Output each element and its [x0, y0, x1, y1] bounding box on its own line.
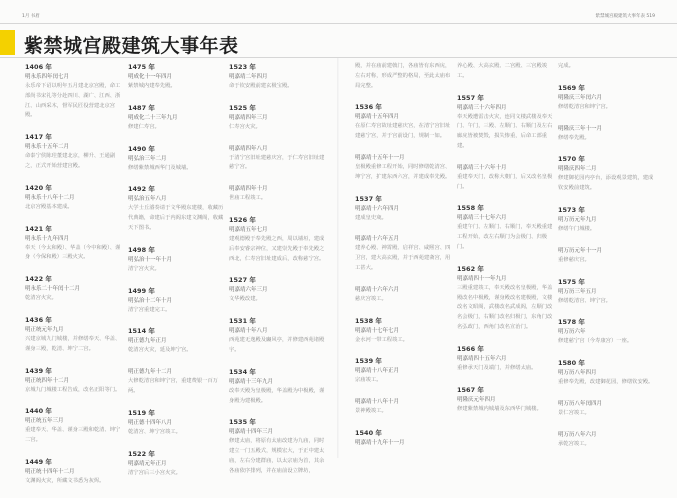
- entry-reign-date: 明万历六年: [558, 329, 586, 336]
- entry-reign-date: 明永乐四年闰七月: [25, 74, 70, 80]
- entry-year: 1535 年: [229, 418, 256, 427]
- timeline-entry: [355, 316, 453, 346]
- timeline-entry: [128, 367, 226, 397]
- entry-text: 在原仁寿宫故址建慈庆宫，在清宁宫旧址建慈宁宫，并于宫前设门，规制一如。: [355, 123, 451, 140]
- running-head-left: 1月 书眉: [22, 14, 40, 19]
- entry-text: 金水河一带工程竣工。: [355, 336, 408, 343]
- timeline-entry: [558, 399, 656, 419]
- entry-year: 1449 年: [25, 457, 52, 466]
- entry-year: 1436 年: [25, 315, 52, 324]
- timeline-entry: [355, 194, 453, 224]
- entry-text: 修建紫禁城内城墙及东西华门城楼。: [457, 405, 542, 412]
- entry-year: 1406 年: [25, 63, 52, 71]
- entry-reign-date: 明嘉靖二年四月: [229, 74, 268, 80]
- entry-year: 1569 年: [558, 83, 585, 92]
- entry-year: 1536 年: [355, 103, 382, 112]
- timeline-entry: [558, 83, 656, 113]
- timeline-entry: [229, 417, 327, 476]
- timeline-entry: [229, 62, 327, 92]
- entry-text: 修缮乾清宫和坤宁宫。: [558, 103, 611, 110]
- entry-reign-date: 明嘉靖十年八月: [229, 328, 268, 335]
- entry-reign-date: 明万历三年五月: [558, 288, 597, 295]
- entry-reign-date: 明弘治十一年十月: [128, 256, 173, 263]
- column-6: [558, 62, 656, 461]
- timeline-entry: [457, 385, 555, 415]
- entry-reign-date: 明嘉靖十八年正月: [355, 368, 400, 375]
- timeline-entry: [558, 358, 656, 388]
- entry-text: 大修乾清宫和坤宁宫，重建费银一百万两。: [128, 378, 219, 394]
- entry-year: 1540 年: [355, 428, 382, 437]
- entry-text: 慈庆宫竣工。: [355, 295, 387, 302]
- entry-text: 修缮奉先殿。: [558, 134, 590, 141]
- entry-text: 修建太庙，将原有太庙改建为九庙，同时建立一门五殿式，规模宏大，于正中建太庙，左右分建群庙，以太宗庙为首，其余各庙依序排列，并在庙前设立牌坊，: [229, 438, 325, 474]
- timeline-entry: [128, 245, 226, 275]
- entry-text: 世庙工程竣工。: [229, 195, 267, 202]
- timeline-entry: [128, 103, 226, 133]
- entry-reign-date: 明万历元年十一月: [558, 247, 603, 254]
- entry-text: 文渊阁火灾，所藏文书悉为灰烬。: [25, 477, 105, 484]
- timeline-entry: [457, 62, 555, 82]
- column-3: [229, 62, 327, 488]
- entry-text: 修缮乾清宫、坤宁宫。: [558, 297, 611, 304]
- entry-reign-date: 明弘治十二年十月: [128, 297, 173, 304]
- timeline-entry: [128, 144, 226, 174]
- entry-text: 于清宁宫旧址建慈庆宫，于仁寿宫旧址建慈宁宫。: [229, 154, 325, 171]
- entry-year: 1417 年: [25, 133, 52, 142]
- entry-year: 1566 年: [457, 344, 484, 353]
- entry-reign-date: 明正统元年九月: [25, 326, 64, 333]
- timeline-entry: [128, 286, 226, 316]
- timeline-entry: [558, 317, 656, 347]
- entry-year: 1440 年: [25, 407, 52, 416]
- entry-reign-date: 明正统四年十二月: [25, 377, 70, 384]
- entry-year: 1527 年: [229, 276, 256, 285]
- entry-reign-date: 明隆庆三年闰六月: [558, 94, 603, 101]
- entry-text: 建养心殿、神霄殿、启祥宫、咸熙宫、四卫宫，建大高玄殿，并于西苑建斋宫，用工甚大。: [355, 245, 451, 271]
- timeline-entry: [229, 184, 327, 204]
- entry-reign-date: 明嘉靖十四年三月: [229, 429, 274, 436]
- entry-text: 养心殿、大高玄殿、二宫殿、三宫殿竣工。: [457, 63, 548, 79]
- entry-reign-date: 明隆庆三年十一月: [558, 125, 603, 132]
- entry-year: 1573 年: [558, 205, 585, 214]
- entry-text: 京城九门城楼工程告成，改名正阳等门。: [25, 386, 121, 393]
- entry-reign-date: 明嘉靖四年八月: [229, 145, 268, 152]
- timeline-entry: [355, 285, 453, 305]
- entry-text: 大学士丘濬奏请于文华殿东建楼，收藏历代典籍，命建后于内阁东建文渊阁，收藏天下图书。: [128, 205, 224, 231]
- timeline-entry: [558, 430, 656, 450]
- entry-text: 北京宫殿基本建成。: [25, 203, 73, 210]
- column-5: [457, 62, 555, 425]
- timeline-entry: [457, 203, 555, 252]
- entry-year: 1575 年: [558, 277, 585, 286]
- entry-reign-date: 明正德十四年八月: [128, 419, 173, 426]
- entry-text: 紫禁城内建奉先殿。: [128, 83, 176, 89]
- entry-text: 修缮紫禁城西华门及城墙。: [128, 164, 192, 171]
- timeline-entry: [25, 224, 123, 264]
- timeline-entry: [558, 154, 656, 194]
- timeline-entry: [229, 215, 327, 264]
- timeline-entry: [457, 93, 555, 152]
- entry-reign-date: 明嘉靖十七年七月: [355, 327, 400, 334]
- entry-year: 1475 年: [128, 63, 155, 71]
- timeline-entry: [25, 183, 123, 213]
- entry-text: 宗庙竣工。: [355, 377, 382, 384]
- entry-text: 三殿重建竣工，奉天殿改名皇极殿，华盖殿改名中极殿，谨身殿改名建极殿，文楼改名文昭阁，武楼改名武成阁，左顺门改名会极门，右顺门改名归极门，东角门改名弘政门，西角门改名宣治门。: [457, 284, 553, 330]
- entry-reign-date: 明嘉靖十三年九月: [229, 378, 274, 385]
- entry-text: 奉天殿遭雷击火灾，连同文楼武楼及奉天门、午门，三殿、左顺门、右顺门及左右廊庑皆被焚毁，损失惨重，后命工部重建。: [457, 113, 553, 149]
- entry-year: 1557 年: [457, 93, 484, 102]
- entry-text: 建成皇史宬。: [355, 214, 387, 221]
- entry-text: 命于钦安殿前建玄极宝殿。: [229, 83, 293, 89]
- entry-year: 1526 年: [229, 215, 256, 224]
- entry-year: 1570 年: [558, 155, 585, 164]
- timeline-entry: [355, 397, 453, 417]
- entry-text: 兴建京城九门城楼，并修缮奉天、华盖、谨身三殿，乾清、坤宁二宫。: [25, 335, 121, 352]
- entry-reign-date: 明万历八年六月: [558, 431, 597, 438]
- entry-reign-date: 明嘉靖三十六年四月: [457, 104, 507, 111]
- entry-reign-date: 明嘉靖四十一年九月: [457, 275, 507, 282]
- entry-reign-date: 明隆庆四年二月: [558, 166, 597, 173]
- entry-text: 修建仁寿宫。: [128, 123, 160, 130]
- timeline-entry: [355, 153, 453, 183]
- entry-text: 修建御花园内亭台，添设观景建筑，建成钦安殿前建筑。: [558, 175, 654, 192]
- header-rule: [0, 23, 677, 24]
- entry-year: 1519 年: [128, 408, 155, 417]
- entry-text: 文华殿改建。: [229, 296, 261, 303]
- entry-text: 重建奉天、华盖、谨身三殿和乾清、坤宁二宫。: [25, 427, 121, 444]
- entry-text: 改奉天殿为皇极殿，华盖殿为中极殿，谨身殿为建极殿。: [229, 387, 325, 404]
- entry-reign-date: 明嘉靖三十七年六月: [457, 215, 507, 222]
- entry-reign-date: 明万历八年闰四月: [558, 400, 603, 407]
- timeline-entry: [558, 205, 656, 235]
- entry-reign-date: 明万历八年四月: [558, 370, 597, 377]
- entry-year: 1522 年: [128, 449, 155, 458]
- entry-year: 1499 年: [128, 286, 155, 295]
- entry-reign-date: 明成化十一年四月: [128, 74, 173, 80]
- entry-text: 命泰宁侯陈珪董建北京，柳升、王通副之，正式开始营建宫殿。: [25, 153, 116, 169]
- entry-year: 1498 年: [128, 245, 155, 254]
- entry-reign-date: 明永乐十八年十二月: [25, 194, 75, 201]
- entry-reign-date: 明永乐十五年二月: [25, 144, 70, 151]
- timeline-entry: [229, 367, 327, 407]
- entry-year: 1439 年: [25, 366, 52, 375]
- timeline-entry: [558, 124, 656, 144]
- timeline-entry: [229, 144, 327, 174]
- timeline-entry: [558, 277, 656, 307]
- entry-reign-date: 明弘治五年八月: [128, 196, 167, 203]
- timeline-entry: [25, 315, 123, 355]
- entry-text: 殿，并在庙前建戟门，各庙皆有东西庑，左右对称，形成严整的格局，至此太庙布局完整。: [355, 63, 451, 89]
- timeline-entry: [355, 102, 453, 142]
- entry-text: 景神殿竣工。: [355, 408, 387, 415]
- entry-year: 1525 年: [229, 103, 256, 112]
- timeline-entry: [457, 163, 555, 193]
- entry-reign-date: 明嘉靖十五年十一月: [355, 154, 405, 161]
- timeline-entry: [128, 184, 226, 233]
- timeline-entry: [25, 366, 123, 396]
- entry-year: 1580 年: [558, 359, 585, 368]
- entry-reign-date: 明嘉靖十六年五月: [355, 236, 400, 243]
- entry-text: 清宁宫重建完工。: [128, 306, 171, 313]
- entry-year: 1422 年: [25, 275, 52, 284]
- entry-reign-date: 明正统五年三月: [25, 418, 64, 425]
- entry-text: 清宁宫后三小宫火灾。: [128, 469, 181, 476]
- entry-text: 承乾宫竣工。: [558, 440, 590, 447]
- entry-text: 重修慈庆宫。: [558, 256, 590, 263]
- entry-reign-date: 明隆庆元年四月: [457, 396, 496, 403]
- entry-text: 仁寿宫火灾。: [229, 123, 261, 130]
- entry-text: 乾清宫火灾。: [25, 295, 57, 302]
- timeline-entry: [128, 62, 226, 92]
- entry-reign-date: 明正德九年十二月: [128, 369, 173, 376]
- entry-year: 1558 年: [457, 204, 484, 213]
- entry-year: 1420 年: [25, 183, 52, 192]
- column-4: [355, 62, 453, 459]
- entry-reign-date: 明嘉靖十六年四月: [355, 205, 400, 212]
- entry-reign-date: 明嘉靖四十五年六月: [457, 355, 507, 362]
- entry-reign-date: 明嘉靖三十六年十月: [457, 164, 507, 171]
- entry-text: 清宁宫火灾。: [128, 265, 160, 272]
- entry-year: 1567 年: [457, 385, 484, 394]
- timeline-entry: [457, 264, 555, 333]
- timeline-entry: [229, 275, 327, 305]
- entry-reign-date: 明嘉靖六年三月: [229, 287, 268, 294]
- entry-year: 1562 年: [457, 264, 484, 273]
- timeline-entry: [355, 356, 453, 386]
- entry-text: 奉天（今太和殿）、华盖（今中和殿）、谨身（今保和殿）三殿火灾。: [25, 244, 121, 261]
- timeline-entry: [25, 406, 123, 446]
- column-1: [25, 62, 123, 498]
- entry-text: 重建奉天门，改称大朝门，后又改名皇极门。: [457, 173, 553, 190]
- timeline-entry: [355, 234, 453, 273]
- entry-reign-date: 明弘治三年二月: [128, 155, 167, 162]
- entry-text: 重建午门、左顺门、右顺门，奉天殿重建工程开始，改左右顺门为会极门、归极门。: [457, 224, 553, 250]
- entry-text: 重修奉先殿，改建御花园，修缮钦安殿。: [558, 379, 654, 386]
- entry-reign-date: 明正德九年正月: [128, 338, 167, 345]
- timeline-entry: [25, 274, 123, 304]
- entry-year: 1421 年: [25, 224, 52, 233]
- entry-reign-date: 明嘉靖十六年六月: [355, 286, 400, 293]
- timeline-entry: [457, 344, 555, 374]
- entry-year: 1539 年: [355, 357, 382, 366]
- timeline-entry: [128, 449, 226, 479]
- timeline-entry: [558, 246, 656, 266]
- entry-year: 1531 年: [229, 317, 256, 326]
- timeline-entry: [355, 62, 453, 91]
- timeline-entry: [355, 428, 453, 448]
- entry-text: 修建慈宁宫（今寿康宫）一座。: [558, 338, 633, 345]
- entry-year: 1514 年: [128, 327, 155, 336]
- entry-reign-date: 明永乐十九年四月: [25, 235, 70, 242]
- timeline-entry: [25, 62, 123, 121]
- entry-reign-date: 明嘉靖十八年十月: [355, 399, 400, 406]
- entry-reign-date: 明嘉靖四年三月: [229, 114, 268, 121]
- timeline-entry: [128, 408, 226, 438]
- entry-text: 重修承天门及端门，并修缮太庙。: [457, 364, 537, 371]
- entry-text: 完成。: [558, 63, 574, 69]
- timeline-entry: [25, 457, 123, 487]
- entry-year: 1578 年: [558, 318, 585, 327]
- entry-text: 永乐帝下诏以明年五月建北京宫殿，命工部尚书宋礼等分赴四川、湖广、江西、浙江、山西采木，督军民匠役营建北京宫殿。: [25, 83, 121, 119]
- entry-reign-date: 明嘉靖四年十月: [229, 186, 268, 193]
- entry-reign-date: 明正统十四年十二月: [25, 468, 75, 475]
- entry-text: 皇极殿重修工程开始，同时修缮乾清宫、坤宁宫，扩建东西六宫，并建成奉先殿。: [355, 163, 451, 180]
- entry-year: 1490 年: [128, 144, 155, 153]
- timeline-entry: [558, 62, 656, 72]
- entry-text: 修缮午门城楼。: [558, 225, 596, 232]
- entry-reign-date: 明万历元年九月: [558, 216, 597, 223]
- entry-reign-date: 明嘉靖五年七月: [229, 226, 268, 233]
- entry-text: 乾清宫火灾，延及坤宁宫。: [128, 347, 192, 354]
- entry-text: 建观德殿于奉先殿之西，周以墙垣，建成后奉安睿宗神位，又建崇先殿于奉先殿之西北，仁寿宫旧址建成后，改称慈宁宫。: [229, 235, 325, 262]
- entry-year: 1534 年: [229, 367, 256, 376]
- page-gutter: [337, 58, 339, 458]
- timeline-entry: [25, 132, 123, 172]
- timeline-entry: [128, 326, 226, 356]
- entry-year: 1492 年: [128, 185, 155, 194]
- column-2: [128, 62, 226, 489]
- page-title: 紫禁城宫殿建筑大事年表: [24, 35, 239, 57]
- running-head-right: 紫禁城宫殿建筑大事年表 519: [595, 14, 655, 19]
- entry-year: 1537 年: [355, 194, 382, 203]
- title-accent-block: [0, 30, 15, 55]
- entry-reign-date: 明嘉靖十九年十一月: [355, 439, 405, 446]
- entry-year: 1487 年: [128, 103, 155, 112]
- entry-year: 1523 年: [229, 63, 256, 71]
- timeline-entry: [229, 316, 327, 356]
- entry-reign-date: 明成化二十三年九月: [128, 114, 178, 121]
- entry-text: 景仁宫竣工。: [558, 409, 590, 416]
- entry-reign-date: 明永乐二十年闰十二月: [25, 286, 81, 293]
- entry-year: 1538 年: [355, 316, 382, 325]
- timeline-entry: [229, 103, 327, 133]
- entry-reign-date: 明嘉靖元年正月: [128, 460, 167, 467]
- entry-text: 西苑建无逸殿及豳风亭，并修建西苑诸殿宇。: [229, 337, 325, 353]
- entry-reign-date: 明嘉靖十五年四月: [355, 114, 400, 121]
- entry-text: 乾清宫、坤宁宫竣工。: [128, 428, 181, 435]
